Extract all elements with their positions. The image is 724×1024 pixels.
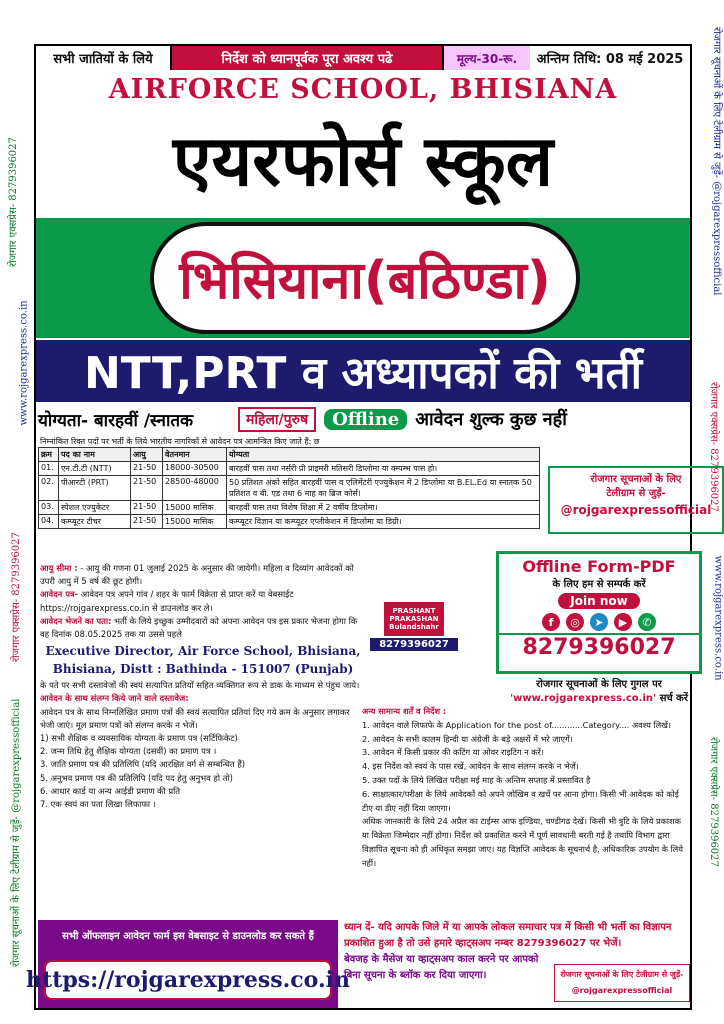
location-text: भिसियाना(बठिण्डा) — [179, 250, 551, 311]
instagram-icon[interactable]: ◎ — [566, 613, 584, 631]
send-text: भर्ती के लिये इच्छुक उम्मीदवारों को अपना आवेदन पत्र इस प्रकार भेजना होगा कि वह दिनांक 08.05.2025 तक या उससे पहले — [40, 615, 358, 640]
side-text-right-2: रोजगार एक्सप्रेस- 8279396027 — [708, 382, 719, 512]
publisher-name: PRASHANT PRAKASHAN — [389, 607, 439, 623]
address-line1: Executive Director, Air Force School, Bhisiana, — [45, 644, 361, 659]
list-item: 5. अनुभव प्रमाण पत्र की प्रतिलिपि (यदि पद हेतु अनुभव हो तो) — [40, 772, 233, 783]
table-header: आयु — [131, 448, 163, 462]
english-title: AIRFORCE SCHOOL, BHISIANA — [108, 74, 618, 105]
list-item: 5. उक्त पदों के लिये लिखित परीक्षा मई माह के अन्तिम सप्ताह में प्रस्तावित है — [362, 774, 591, 785]
notice-b: बेवजह के मैसेज या व्हाट्सअप काल करने पर आपको बिना सूचना के ब्लॉक कर दिया जाएगा। — [344, 954, 539, 981]
side-text-right-4: रोजगार एक्सप्रेस- 8279396027 — [708, 737, 719, 867]
offline-card-phone[interactable]: 8279396027 — [499, 633, 699, 660]
last-date: अन्तिम तिथि: 08 मई 2025 — [536, 52, 684, 67]
table-header: पद का नाम — [59, 448, 131, 462]
google-site[interactable]: 'www.rojgarexpress.co.in' — [510, 693, 657, 704]
table-cell: 21-50 — [131, 476, 163, 501]
table-header: वेतनमान — [163, 448, 227, 462]
recruitment-banner — [36, 340, 690, 402]
list-item: 2. आवेदन के सभी कालम हिन्दी या अंग्रेजी के बड़े अक्षरों में भरे जाएगें। — [362, 733, 573, 744]
fee-text: आवेदन शुल्क कुछ नहीं — [415, 409, 567, 430]
after-address: के पते पर सभी दस्तावेजों की स्वयं सत्यापित प्रतियों सहित व्यक्तिगत रूप से डाक के माध्यम से पंहुच जाये। — [40, 680, 360, 691]
google-line1: रोजगार सूचनाओं के लिए गुगल पर — [536, 679, 662, 690]
list-item: 3. आवेदन में किसी प्रकार की कटिंग या ओवर राइटिंग न करें। — [362, 747, 544, 758]
table-cell: 21-50 — [131, 515, 163, 529]
list-item: 1. आवेदन वाले लिफाफे के Application for the post of............Category.... अवश्य लिखें। — [362, 719, 671, 730]
side-text-right-3: www.rojgarexpress.co.in — [712, 555, 724, 681]
publisher-city: Bulandshahr — [389, 623, 439, 631]
table-cell: 28500-48000 — [163, 476, 227, 501]
table-cell: 21-50 — [131, 501, 163, 515]
notice-panel — [344, 920, 690, 1008]
list-item: 3. जाति प्रमाण पत्र की प्रतिलिपि (यदि आरक्षित वर्ग से सम्बन्धित हैं) — [40, 759, 246, 770]
table-row — [39, 515, 540, 529]
location-ellipse — [150, 222, 580, 334]
table-cell: पीआरटी (PRT) — [59, 476, 131, 501]
all-castes-label: सभी जातियों के लिये — [36, 46, 172, 70]
recruitment-text: NTT,PRT व अध्यापकों की भर्ती — [83, 348, 643, 399]
telegram-line1: रोजगार सूचनाओं के लिए — [590, 474, 682, 485]
table-cell: बारहवीं पास तथा विशेष शिक्षा में 2 वर्षीय डिप्लोमा। — [227, 501, 540, 515]
table-cell: 21-50 — [131, 462, 163, 476]
website-link[interactable]: https://rojgarexpress.co.in — [44, 960, 332, 1000]
download-text: सभी ऑफलाइन आवेदन फार्म इस वेबसाइट से डाउनलोड कर सकते हैं — [62, 931, 314, 942]
left-column — [40, 562, 366, 811]
google-search-note — [496, 676, 702, 704]
qualification-row — [38, 404, 688, 434]
telegram-handle[interactable]: @rojgarexpressofficial — [560, 503, 712, 517]
publisher-logo — [370, 602, 458, 658]
list-item: 6. साक्षात्कार/परीक्षा के लिये आवेदकों को अपने जोखिम व खर्चे पर आना होगा। किसी भी आवेदक को कोई टीए या डीए नहीं दिया जाएगा। — [362, 788, 679, 813]
table-cell: 02. — [39, 476, 59, 501]
age-text: - आयु की गणना 01 जुलाई 2025 के अनुसार की जायेगी। महिला व दिव्यांग आवेदकों को उपरी आयु में 5 वर्ष की छूट होगी। — [40, 563, 354, 587]
table-cell: कम्प्यूटर विज्ञान या कम्प्यूटर एप्लीकेशन में डिप्लोमा या डिग्री। — [227, 515, 540, 529]
download-panel — [26, 920, 350, 1008]
side-text-left-3: रोजगार एक्सप्रेस- 8279396027 — [11, 532, 22, 662]
top-bar — [36, 46, 690, 70]
offline-form-card — [496, 551, 702, 674]
youtube-icon[interactable]: ▶ — [614, 613, 632, 631]
conditions-label: अन्य सामान्य शर्तें व निर्देश : — [362, 706, 447, 716]
table-cell: 18000-30500 — [163, 462, 227, 476]
telegram-icon[interactable]: ➤ — [590, 613, 608, 631]
telegram-small-box: रोजगार सूचनाओं के लिए टेलीग्राम से जुड़ें- @rojgarexpressofficial — [554, 964, 690, 1002]
table-row — [39, 501, 540, 515]
send-info — [40, 615, 366, 641]
list-item: 2. जन्म तिथि हेतु शैक्षिक योग्यता (दसवीं) का प्रमाण पत्र । — [40, 746, 217, 757]
docs-label: आवेदन के साथ संलग्न किये जाने वाले दस्तावेज: — [40, 693, 189, 704]
table-row — [39, 476, 540, 501]
offline-card-sub: के लिए हम से सम्पर्क करें — [552, 579, 646, 590]
list-item: 1) सभी शैक्षिक व व्यवसायिक योग्यता के प्रमाण पत्र (सर्टिफिकेट) — [40, 733, 238, 744]
social-icons — [499, 613, 699, 631]
google-line2: सर्च करें — [659, 693, 688, 704]
table-cell: कम्प्यूटर टीचर — [59, 515, 131, 529]
list-item: 6. आधार कार्ड या अन्य आईडी प्रमाण की प्रति — [40, 785, 181, 796]
table-header: क्रम — [39, 448, 59, 462]
age-label: आयु सीमा : — [40, 563, 78, 573]
offline-badge: Offline — [324, 409, 407, 430]
list-item: 7. एक स्वयं का पता लिखा लिफाफा । — [40, 799, 156, 810]
whatsapp-icon[interactable]: ✆ — [638, 613, 656, 631]
table-cell: बारहवीं पास तथा नर्सरी प्री प्राइमरी मतिसरी डिप्लोमा या क्म्पम्भ पास हो। — [227, 462, 540, 476]
table-row — [39, 462, 540, 476]
intro-text: निम्नांकित रिक्त पदों पर भर्ती के लिये भारतीय नागरिकों से आवेदन पत्र आमन्त्रित किए जाते हैं: छ — [40, 437, 320, 446]
side-text-left-4: रोजगार सूचनाओं के लिए टेलीग्राम से जुड़ें- @rojgarexpressofficial — [11, 698, 22, 967]
docs-intro: आवेदन पत्र के साथ निम्नलिखित प्रमाण पत्रों की स्वयं सत्यापित प्रतियां दिए गये क्रम के अनुसार लगाकर भेजी जाएं। मूल प्रमाण पत्रों को संलग्न करके न भेजें। — [40, 706, 350, 730]
right-column — [362, 705, 690, 871]
gender-badge: महिला/पुरुष — [238, 407, 316, 432]
read-carefully-banner: निर्देश को ध्यानपूर्वक पूरा अवश्य पढे — [172, 46, 442, 70]
notice-a: ध्यान दें- यदि आपके जिले में या आपके लोकल समाचार पत्र में किसी भी भर्ती का विज्ञापन प्रकाशित हुआ है तो उसे हमारे व्हाट्सअप नम्बर 8279396027 पर भेजें। — [344, 922, 672, 949]
table-cell: 03. — [39, 501, 59, 515]
table-cell: 04. — [39, 515, 59, 529]
table-cell: 01. — [39, 462, 59, 476]
address-line2: Bhisiana, Distt : Bathinda - 151007 (Punjab) — [52, 662, 354, 677]
price-badge: मूल्य-30-रू. — [442, 46, 530, 70]
telegram-line2: टेलीग्राम से जुड़ें- — [606, 488, 666, 499]
disclaimer-note: अधिक जानकारी के लिये 24 अप्रैल का टाईम्स आफ इण्डिया, चण्डीगढ देखें। किसी भी त्रुटि के लिये प्रकाशक या विक्रेता जिम्मेदार नहीं होगा। निर्देश को प्रकाशित करने में पूर्ण सावधानी बरती गई है तथापि विभाग द्वारा विज्ञापित सूचना को ही अधिकृत समझा जाए। यह विज्ञप्ति आवेदक के सूचनार्थ है, अधिकारिक उपयोग के लिये नहीं। — [362, 816, 683, 868]
form-info — [40, 588, 366, 614]
publisher-phone: 8279396027 — [370, 638, 458, 651]
join-now-button[interactable]: Join now — [558, 593, 639, 609]
posts-table — [38, 447, 540, 529]
table-header: योग्यता — [227, 448, 540, 462]
table-cell: 15000 मासिक — [163, 515, 227, 529]
hindi-title: एयरफोर्स स्कूल — [172, 120, 554, 202]
offline-card-title: Offline Form-PDF — [522, 557, 676, 576]
send-label: आवेदन भेजने का पता: — [40, 615, 112, 626]
bottom-section — [26, 920, 690, 1012]
side-text-left-1: रोजगार एक्सप्रेस- 8279396027 — [8, 137, 19, 267]
table-cell: स्पेशल एज्युकेटर — [59, 501, 131, 515]
facebook-icon[interactable]: f — [542, 613, 560, 631]
table-cell: एन.टी.टी (NTT) — [59, 462, 131, 476]
side-text-left-2: www.rojgarexpress.co.in — [18, 300, 30, 426]
table-header-row — [39, 448, 540, 462]
side-text-right-1: रोजगार सूचनाओं के लिए टेलीग्राम से जुड़ें- @rojgarexpressofficial — [711, 27, 722, 296]
publisher-logo-box — [384, 602, 444, 636]
table-cell: 15000 मासिक — [163, 501, 227, 515]
table-cell: 50 प्रतिशत अंको सहित बारहवीं पास व एलिमेंटरी एज्युकेशन में 2 डिप्लोमा या B.EL.Ed या स्नातक 50 प्रतिशत व बी. एड तथा 6 माह का ब्रिज कोर्स। — [227, 476, 540, 501]
telegram-box — [548, 466, 724, 534]
age-limit — [40, 562, 366, 588]
list-item: 4. इस निर्देश को स्वयं के पास रखें, आवेदन के साथ संलग्न करके न भेजें। — [362, 761, 579, 772]
form-label: आवेदन पत्र- — [40, 589, 79, 600]
form-text: आवेदन पत्र अपने गांव / शहर के फार्म विक्रेता से प्राप्त करें या वेबसाईट https://rojgarexpress.co.in से डाउनलोड कर ले। — [40, 589, 294, 613]
qualification-text: योग्यता- बारहवीं /स्नातक — [38, 410, 194, 431]
